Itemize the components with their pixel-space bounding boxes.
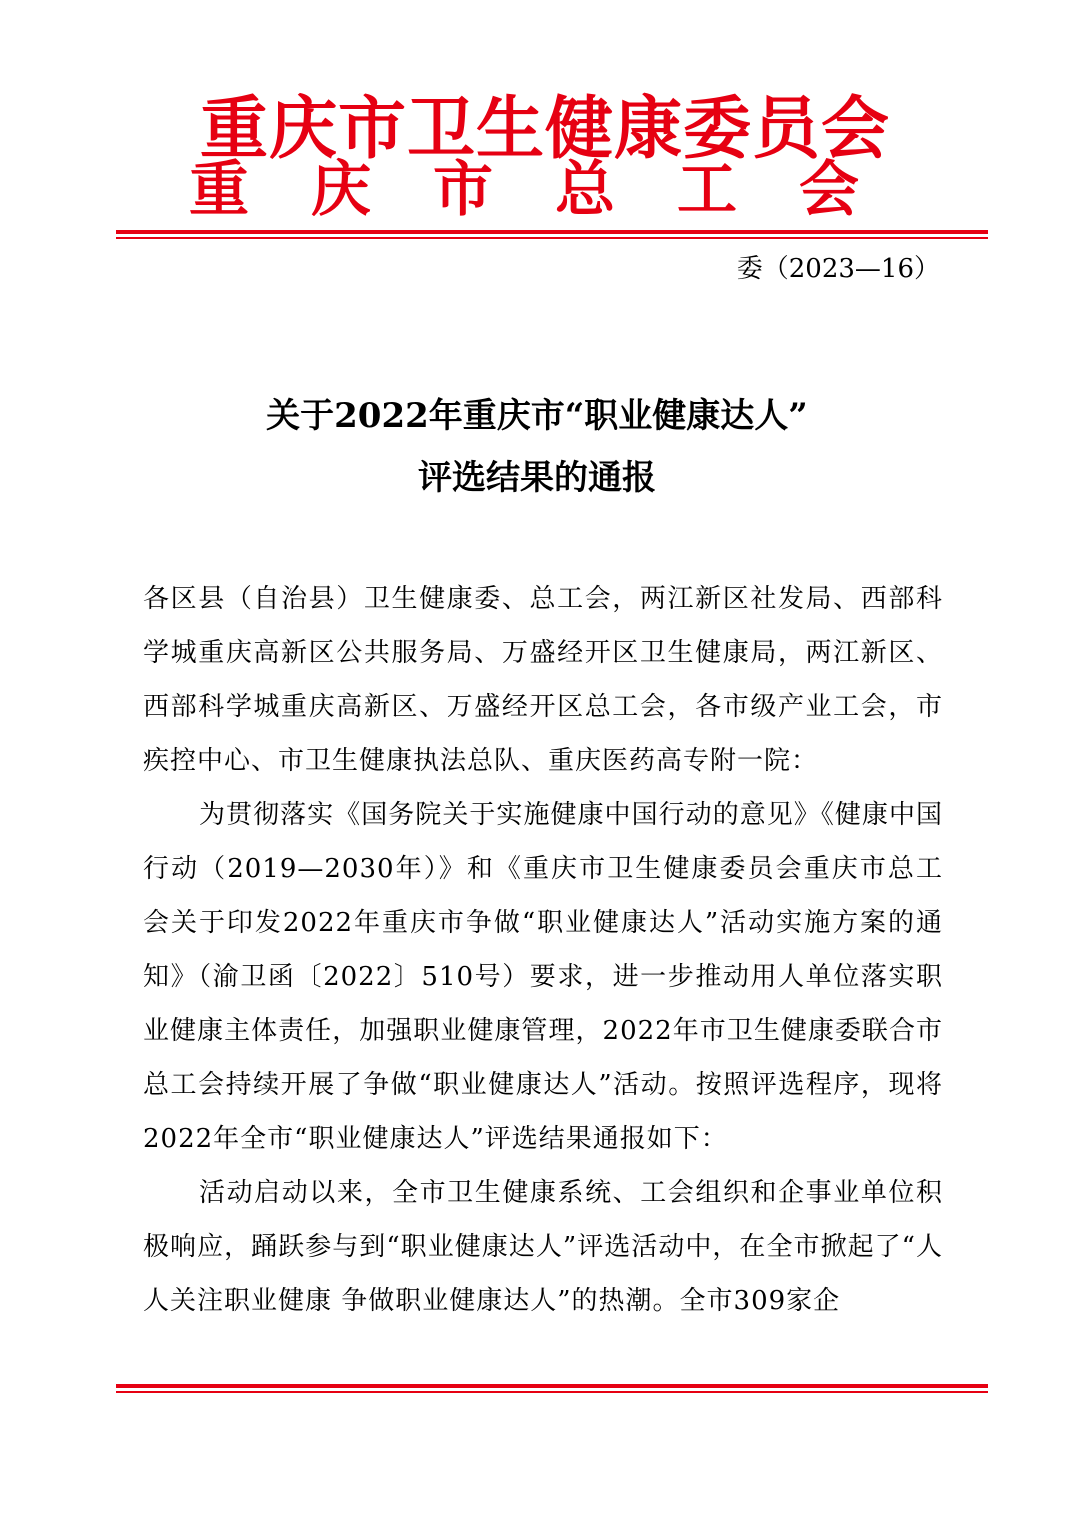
- footer-divider-thick: [116, 1384, 988, 1388]
- document-body: [143, 572, 943, 1328]
- document-number: 委（2023—16）: [736, 254, 940, 284]
- footer-divider-thin: [116, 1391, 988, 1393]
- issuer-header-health-commission: 重庆市卫生健康委员会: [199, 90, 890, 169]
- recipients-paragraph: 各区县（自治县）卫生健康委、总工会，两江新区社发局、西部科学城重庆高新区公共服务局、万盛经开区卫生健康局，两江新区、西部科学城重庆高新区、万盛经开区总工会，各市级产业工会，市疾控中心、市卫生健康执法总队、重庆医药高专附一院：: [143, 584, 943, 776]
- document-title-line-2: 评选结果的通报: [418, 458, 656, 498]
- body-paragraph-1: 为贯彻落实《国务院关于实施健康中国行动的意见》《健康中国行动（2019—2030年）》和《重庆市卫生健康委员会重庆市总工会关于印发2022年重庆市争做“职业健康达人”活动实施方案的通知》（渝卫函〔2022〕510号）要求，进一步推动用人单位落实职业健康主体责任，加强职业健康管理，2022年市卫生健康委联合市总工会持续开展了争做“职业健康达人”活动。按照评选程序，现将2022年全市“职业健康达人”评选结果通报如下：: [143, 800, 943, 1154]
- header-divider-thick: [116, 230, 988, 234]
- body-paragraph-2: 活动启动以来，全市卫生健康系统、工会组织和企事业单位积极响应，踊跃参与到“职业健康达人”评选活动中，在全市掀起了“人人关注职业健康 争做职业健康达人”的热潮。全市309家企: [143, 1178, 943, 1316]
- issuer-header-trade-union: 重庆市总工会: [189, 155, 921, 225]
- document-title-line-1: 关于2022年重庆市“职业健康达人”: [266, 396, 808, 436]
- header-divider-thin: [116, 237, 988, 239]
